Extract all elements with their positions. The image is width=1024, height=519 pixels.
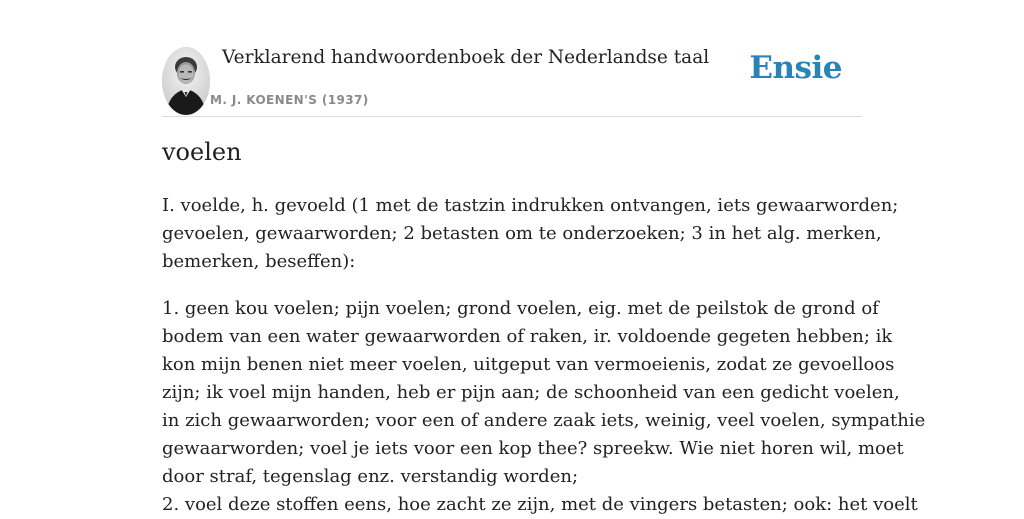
definition-line: kon mijn benen niet meer voelen, uitgeput van vermoeienis, zodat ze gevoelloos: [162, 354, 895, 375]
author-portrait: [162, 47, 210, 115]
definition-line: 2. voel deze stoffen eens, hoe zacht ze zijn, met de vingers betasten; ook: het voelt: [162, 494, 918, 515]
dictionary-source: M. J. KOENEN'S (1937): [210, 93, 369, 107]
definition-line: 1. geen kou voelen; pijn voelen; grond voelen, eig. met de peilstok de grond of: [162, 298, 879, 319]
dictionary-title: Verklarend handwoordenboek der Nederlandse taal: [222, 47, 710, 68]
definition-line: in zich gewaarworden; voor een of andere zaak iets, weinig, veel voelen, sympathie: [162, 410, 926, 431]
author-portrait-image: [162, 47, 210, 115]
definition-line: zijn; ik voel mijn handen, heb er pijn aan; de schoonheid van een gedicht voelen,: [162, 382, 900, 403]
definition-line: gewaarworden; voel je iets voor een kop thee? spreekw. Wie niet horen wil, moet: [162, 438, 904, 459]
paragraph-gap: [162, 276, 862, 295]
definition-line: bodem van een water gewaarworden of raken, ir. voldoende gegeten hebben; ik: [162, 326, 893, 347]
definition-line: gevoelen, gewaarworden; 2 betasten om te onderzoeken; 3 in het alg. merken,: [162, 223, 882, 244]
ensie-logo-link[interactable]: Ensie: [749, 50, 842, 86]
entry-headword: voelen: [162, 138, 242, 166]
dictionary-header: [162, 46, 862, 117]
entry-definition: [162, 192, 926, 519]
definition-line: bemerken, beseffen):: [162, 251, 356, 272]
definition-line: I. voelde, h. gevoeld (1 met de tastzin indrukken ontvangen, iets gewaarworden;: [162, 195, 899, 216]
definition-line: door straf, tegenslag enz. verstandig worden;: [162, 466, 579, 487]
